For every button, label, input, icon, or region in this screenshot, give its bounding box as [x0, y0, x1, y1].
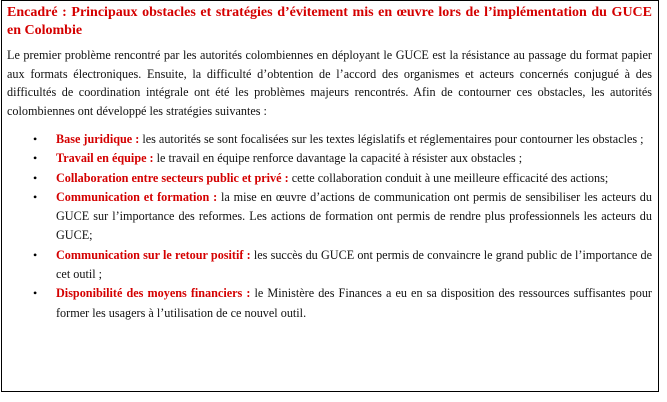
item-text: les autorités se sont focalisées sur les textes législatifs et réglementaires pour contourner les obstacles ;: [139, 132, 644, 146]
encadre-box: [1, 0, 659, 392]
item-text: la mise en œuvre d’actions de communication ont permis de sensibiliser les acteurs du GUCE sur l’importance des reformes. Les actions de formation ont permis de rendre plus professionnels les acteurs du GUCE;: [56, 189, 652, 243]
bullet-icon: •: [33, 151, 38, 166]
item-lead: Communication et formation :: [56, 189, 218, 204]
item-lead: Collaboration entre secteurs public et privé :: [56, 170, 289, 185]
list-item: [7, 149, 652, 168]
list-item: [7, 188, 652, 246]
list-item: [7, 130, 652, 149]
bullet-icon: •: [33, 132, 38, 146]
list-item: [7, 169, 652, 188]
list-item: [7, 284, 652, 323]
bullet-icon: •: [33, 286, 38, 301]
bullet-icon: •: [33, 189, 38, 204]
item-text: le Ministère des Finances a eu en sa disposition des ressources suffisantes pour former les usagers à l’utilisation de ce nouvel outil.: [56, 286, 652, 320]
item-lead: Base juridique :: [56, 132, 140, 146]
item-text: le travail en équipe renforce davantage la capacité à résister aux obstacles ;: [153, 151, 523, 166]
item-lead: Communication sur le retour positif :: [56, 247, 251, 262]
bullet-icon: •: [33, 247, 38, 262]
item-lead: Travail en équipe :: [56, 151, 154, 166]
intro-paragraph: Le premier problème rencontré par les autorités colombiennes en déployant le GUCE est la résistance au passage du format papier aux formats électroniques. Ensuite, la difficulté d’obtention de l’accord des organismes et acteurs concernés conjugué à des difficultés de coordination intégrale ont été les problèmes majeurs rencontrés. Afin de contourner ces obstacles, les autorités colombiennes ont développé les stratégies suivantes :: [7, 48, 652, 118]
encadre-title: Encadré : Principaux obstacles et stratégies d’évitement mis en œuvre lors de l’implémentation du GUCE en Colombie: [7, 5, 652, 38]
item-lead: Disponibilité des moyens financiers :: [56, 286, 251, 301]
item-text: les succès du GUCE ont permis de convaincre le grand public de l’importance de cet outil ;: [56, 247, 652, 282]
item-text: cette collaboration conduit à une meilleure efficacité des actions;: [288, 170, 609, 185]
bullet-icon: •: [33, 170, 38, 185]
list-item: [7, 246, 652, 285]
strategies-list: [7, 130, 652, 323]
